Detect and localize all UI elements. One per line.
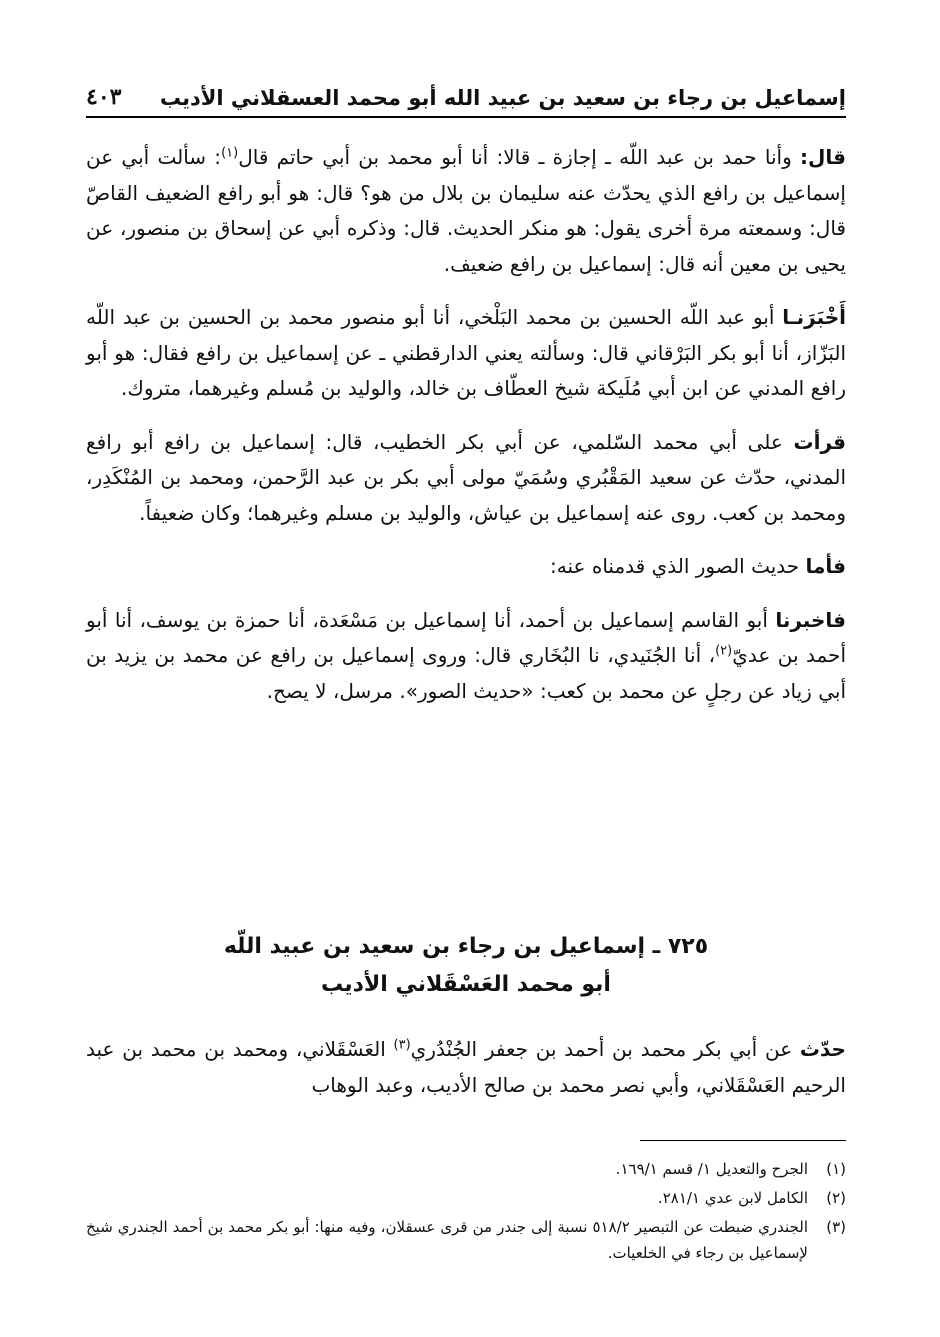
paragraph-text-cont: العَسْقَلاني، ومحمد بن محمد بن عبد الرحيم العَسْقَلاني، وأبي نصر محمد بن صالح الأديب، وعبد الوهاب xyxy=(86,1037,846,1097)
paragraph-text: على أبي محمد السّلمي، عن أبي بكر الخطيب، قال: إسماعيل بن رافع أبو رافع المدني، حدّث عن سعيد المَقْبُري وسُمَيّ مولى أبي بكر بن عبد الرَّحمن، ومحمد بن المُنْكَدِر، ومحمد بن كعب. روى عنه إسماعيل بن عياش، والوليد بن مسلم وغيرهما؛ وكان ضعيفاً. xyxy=(86,429,846,525)
running-header xyxy=(86,72,846,118)
paragraph-4 xyxy=(86,549,846,585)
paragraph-2 xyxy=(86,300,846,407)
footnotes xyxy=(86,1156,846,1269)
entry-text xyxy=(86,1032,846,1121)
footnote-text: الجندري ضبطت عن التبصير ٥١٨/٢ نسبة إلى جندر من قرى عسقلان، وفيه منها: أبو بكر محمد بن أحمد الجندري شيخ لإسماعيل بن رجاء في الخلعيات. xyxy=(86,1218,808,1262)
main-text xyxy=(86,140,846,727)
paragraph-lead: قال: xyxy=(800,145,846,169)
footnote-mark: (٢) xyxy=(826,1189,846,1207)
paragraph-lead: أَخْبَرَنـا xyxy=(782,305,846,329)
footnote-text: الجرح والتعديل ١/ قسم ١٦٩/١. xyxy=(615,1160,808,1178)
paragraph-lead: فاخبرنا xyxy=(775,607,846,632)
paragraph-text-cont: ، أنا الجُنَيدي، نا البُخَاري قال: وروى إسماعيل بن رافع عن محمد بن يزيد بن أبي زياد عن رجلٍ عن محمد بن كعب: «حديث الصور». مرسل، لا يصح. xyxy=(86,643,846,703)
running-header-title: إسماعيل بن رجاء بن سعيد بن عبيد الله أبو محمد العسقلاني الأديب xyxy=(159,86,846,110)
footnote-mark: (٣) xyxy=(826,1218,846,1236)
entry-heading-line-1: ٧٢٥ ـ إسماعيل بن رجاء بن سعيد بن عبيد اللّه xyxy=(223,934,709,959)
entry-heading xyxy=(86,928,846,1004)
paragraph-5 xyxy=(86,603,846,710)
paragraph-text: حديث الصور الذي قدمناه عنه: xyxy=(550,554,806,578)
footnote-divider xyxy=(640,1140,846,1141)
page-number: ٤٠٣ xyxy=(86,84,122,110)
paragraph-text-cont: : سألت أبي عن إسماعيل بن رافع الذي يحدّث عنه سليمان بن بلال من هو؟ قال: هو أبو رافع الضعيف القاصّ قال: وسمعته مرة أخرى يقول: هو منكر الحديث. قال: وذكره أبي عن إسحاق بن منصور، عن يحيى بن معين أنه قال: إسماعيل بن رافع ضعيف. xyxy=(86,145,846,276)
paragraph-lead: قرأت xyxy=(793,429,846,454)
footnote-ref-1[interactable]: (١) xyxy=(221,145,239,161)
paragraph-text: عن أبي بكر محمد بن أحمد بن جعفر الجُنْدُري xyxy=(410,1037,800,1061)
paragraph-text: وأنا حمد بن عبد اللّه ـ إجازة ـ قالا: أنا أبو محمد بن أبي حاتم قال xyxy=(238,145,801,169)
paragraph-text: أبو عبد اللّه الحسين بن محمد البَلْخي، أنا أبو منصور محمد بن الحسين بن عبد اللّه البَزّاز، أنا أبو بكر البَرْقاني قال: وسألته يعني الدارقطني ـ عن إسماعيل بن رافع فقال: هو أبو رافع المدني عن ابن أبي مُلَيكة شيخ العطّاف بن خالد، والوليد بن مُسلم وغيرهما، متروك. xyxy=(86,305,846,400)
entry-paragraph xyxy=(86,1032,846,1103)
footnote-1 xyxy=(86,1156,846,1182)
footnote-2 xyxy=(86,1185,846,1211)
footnote-ref-2[interactable]: (٢) xyxy=(715,643,733,659)
footnote-ref-3[interactable]: (٣) xyxy=(393,1037,411,1053)
paragraph-text: أبو القاسم إسماعيل بن أحمد، أنا إسماعيل بن مَسْعَدة، أنا حمزة بن يوسف، أنا أبو أحمد بن عديّ xyxy=(86,607,846,667)
paragraph-1 xyxy=(86,140,846,282)
paragraph-lead: حدّث xyxy=(799,1037,846,1061)
paragraph-lead: فأما xyxy=(805,554,846,578)
footnote-3 xyxy=(86,1214,846,1266)
footnote-mark: (١) xyxy=(826,1160,846,1178)
footnote-text: الكامل لابن عدي ٢٨١/١. xyxy=(657,1189,808,1207)
paragraph-3 xyxy=(86,425,846,532)
entry-heading-line-2: أبو محمد العَسْقَلاني الأديب xyxy=(321,972,611,997)
